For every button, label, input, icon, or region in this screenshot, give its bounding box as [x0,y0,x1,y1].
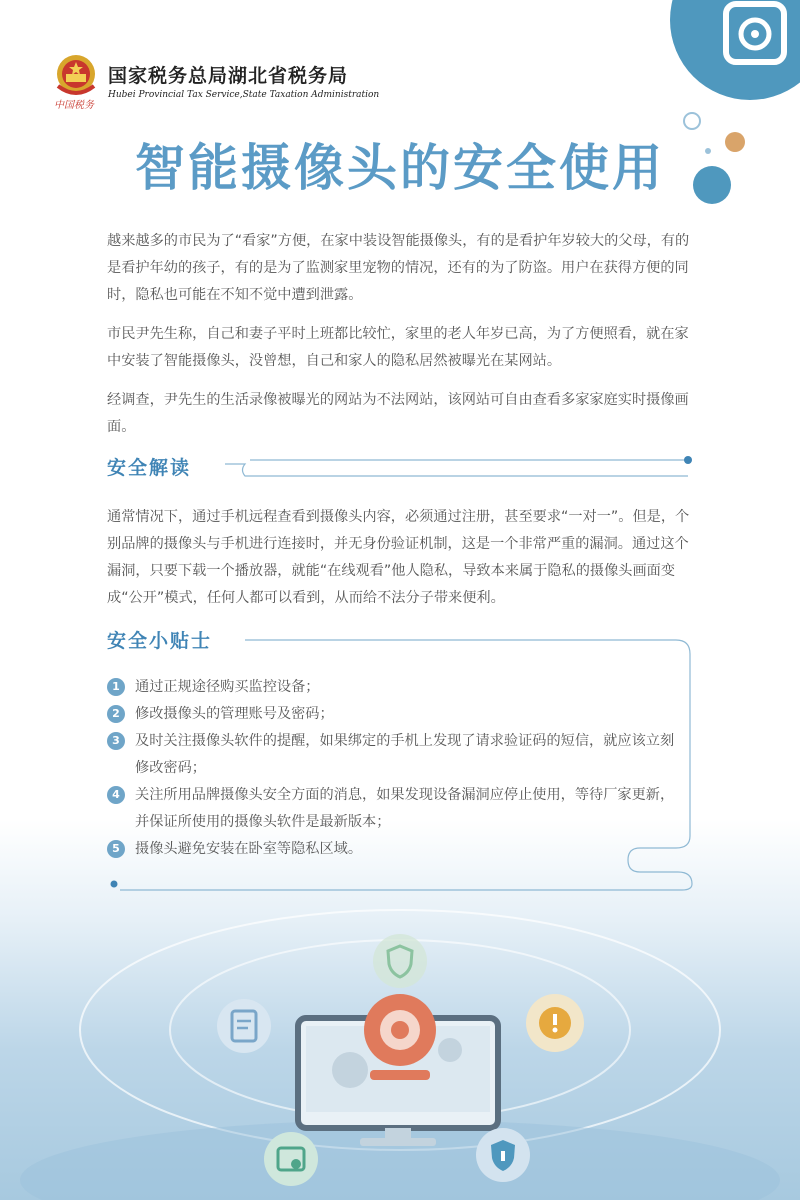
tip-number-badge: 1 [107,678,125,696]
intro-paragraph-3: 经调查，尹先生的生活录像被曝光的网站为不法网站，该网站可自由查看多家家庭实时摄像画面。 [107,392,689,435]
warning-icon [524,992,586,1054]
tip-number-badge: 3 [107,732,125,750]
tip-number-badge: 4 [107,786,125,804]
tip-text: 摄像头避免安装在卧室等隐私区域。 [135,841,363,857]
camera-icon [352,990,448,1090]
section-title-tips: 安全小贴士 [107,630,213,652]
tip-number-badge: 5 [107,840,125,858]
tip-number-badge: 2 [107,705,125,723]
shield-lock-icon [474,1126,532,1184]
org-name-en: Hubei Provincial Tax Service,State Taxation Administration [108,89,380,100]
page-title: 智能摄像头的安全使用 [135,139,665,197]
tip-text: 关注所用品牌摄像头安全方面的消息，如果发现设备漏洞应停止使用，等待厂家更新，并保证所使用的摄像头软件是最新版本； [135,787,675,830]
document-icon [215,997,273,1055]
logo-text: 中国税务 [54,100,94,111]
section-title-analysis: 安全解读 [107,457,192,479]
intro-paragraph-2: 市民尹先生称，自己和妻子平时上班都比较忙，家里的老人年岁已高，为了方便照看，就在家中安装了智能摄像头，没曾想，自己和家人的隐私居然被曝光在某网站。 [107,326,689,369]
shield-icon [371,932,429,990]
org-name-cn: 国家税务总局湖北省税务局 [108,64,349,87]
intro-paragraph-1: 越来越多的市民为了“看家”方便，在家中装设智能摄像头，有的是看护年岁较大的父母，有的是看护年幼的孩子，有的是为了监测家里宠物的情况，还有的为了防盗。用户在获得方便的同时，隐私也可能在不知不觉中遭到泄露。 [107,233,690,303]
analysis-paragraph: 通常情况下，通过手机远程查看到摄像头内容，必须通过注册，甚至要求“一对一”。但是，个别品牌的摄像头与手机进行连接时，并无身份验证机制，这是一个非常严重的漏洞。通过这个漏洞，只要下载一个播放器，就能“在线观看”他人隐私，导致本来属于隐私的摄像头画面变成“公开”模式，任何人都可以看到，从而给不法分子带来便利。 [107,509,690,606]
folder-icon [262,1130,320,1188]
tip-text: 修改摄像头的管理账号及密码； [135,706,334,722]
tip-text: 通过正规途径购买监控设备； [135,679,320,695]
tip-text: 及时关注摄像头软件的提醒，如果绑定的手机上发现了请求验证码的短信，就应该立刻修改密码； [135,733,675,776]
